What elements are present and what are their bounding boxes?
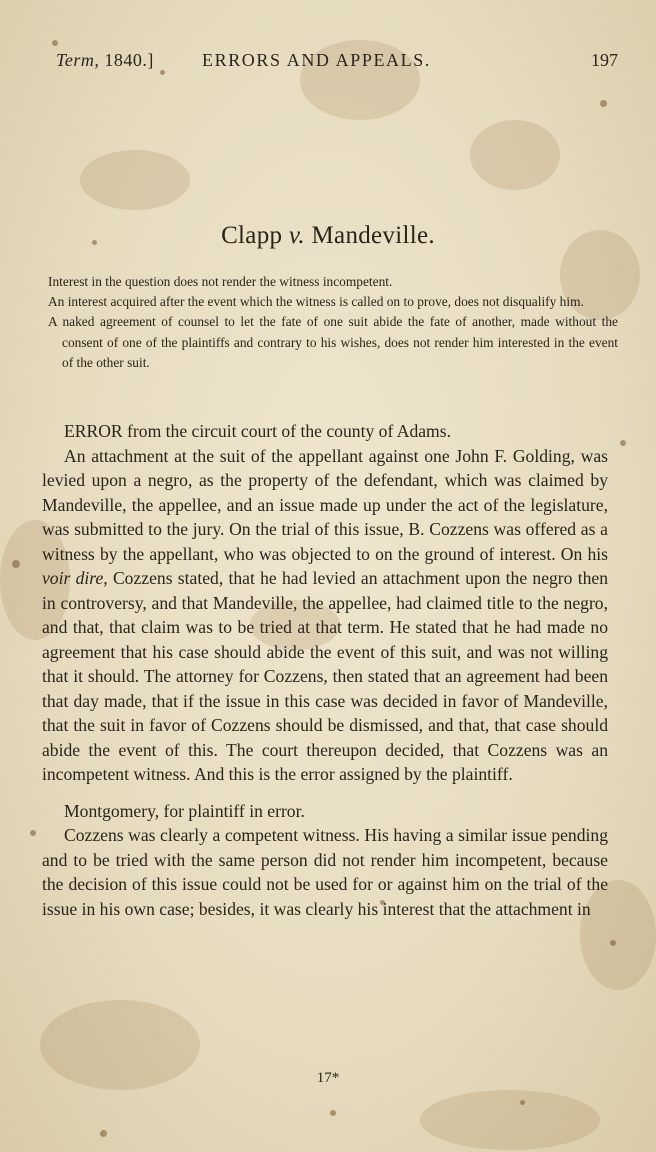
case-title [0, 222, 656, 250]
foxing-spot [30, 830, 36, 836]
case-defendant: Mandeville. [311, 222, 435, 249]
syllabus-item: An interest acquired after the event which the witness is called on to prove, does not disqualify him. [48, 294, 584, 310]
foxing-spot [620, 440, 626, 446]
foxing-stain [420, 1090, 600, 1150]
header-running-title: ERRORS AND APPEALS. [202, 50, 431, 70]
case-versus: v. [288, 222, 305, 249]
syllabus-item: Interest in the question does not render the witness incompetent. [48, 274, 393, 289]
syllabus-item: A naked agreement of counsel to let the fate of one suit abide the fate of another, made without the consent of one of the plaintiffs and contrary to his wishes, does not render him interested in the event of the other suit. [48, 314, 618, 370]
foxing-spot [330, 1110, 336, 1116]
foxing-stain [470, 120, 560, 190]
body-text [42, 419, 608, 921]
paragraph-facts: An attachment at the suit of the appellant against one John F. Golding, was levied upon a negro, as the property of the defendant, which was claimed by Mandeville, the appellee, and an issue made up under the act of the legislature, was submitted to the jury. On the trial of this issue, B. Cozzens was offered as a witness by the appellant, who was objected to on the ground of interest. On his voir dire, Cozzens stated, that he had levied an attachment upon the negro then in controversy, and that Mandeville, the appellee, had claimed title to the negro, and that, that claim was to be tried at that term. He stated that he had made no agreement that his case should abide the event of this suit, and was not willing that it should. The attorney for Cozzens, then stated that an agreement had been that day made, that if the issue in this case was decided in favor of Mandeville, that the suit in favor of Cozzens should be dismissed, and that, that case should abide the event of this. The court thereupon decided, that Cozzens was an incompetent witness. And this is the error assigned by the plaintiff. [42, 445, 608, 784]
case-plaintiff: Clapp [221, 222, 283, 249]
foxing-spot [600, 100, 607, 107]
paragraph-error: ERROR from the circuit court of the county of Adams. [64, 421, 451, 441]
foxing-spot [52, 40, 58, 46]
foxing-spot [100, 1130, 107, 1137]
paragraph-argument: Cozzens was clearly a competent witness. His having a similar issue pending and to be tried with the same person did not render him incompetent, because the decision of this issue could not be used for or against him on the trial of the issue in his own case; besides, it was clearly his interest that the attachment in [42, 825, 608, 919]
header-page-number: 197 [591, 50, 618, 70]
paragraph-counsel: Montgomery, for plaintiff in error. [64, 800, 305, 821]
syllabus [48, 272, 618, 373]
header-term: Term, 1840.] [56, 50, 154, 70]
running-header [56, 50, 618, 76]
foxing-spot [610, 940, 616, 946]
foxing-spot [520, 1100, 525, 1105]
signature-mark: 17* [316, 1070, 340, 1086]
foxing-spot [12, 560, 20, 568]
foxing-stain [80, 150, 190, 210]
